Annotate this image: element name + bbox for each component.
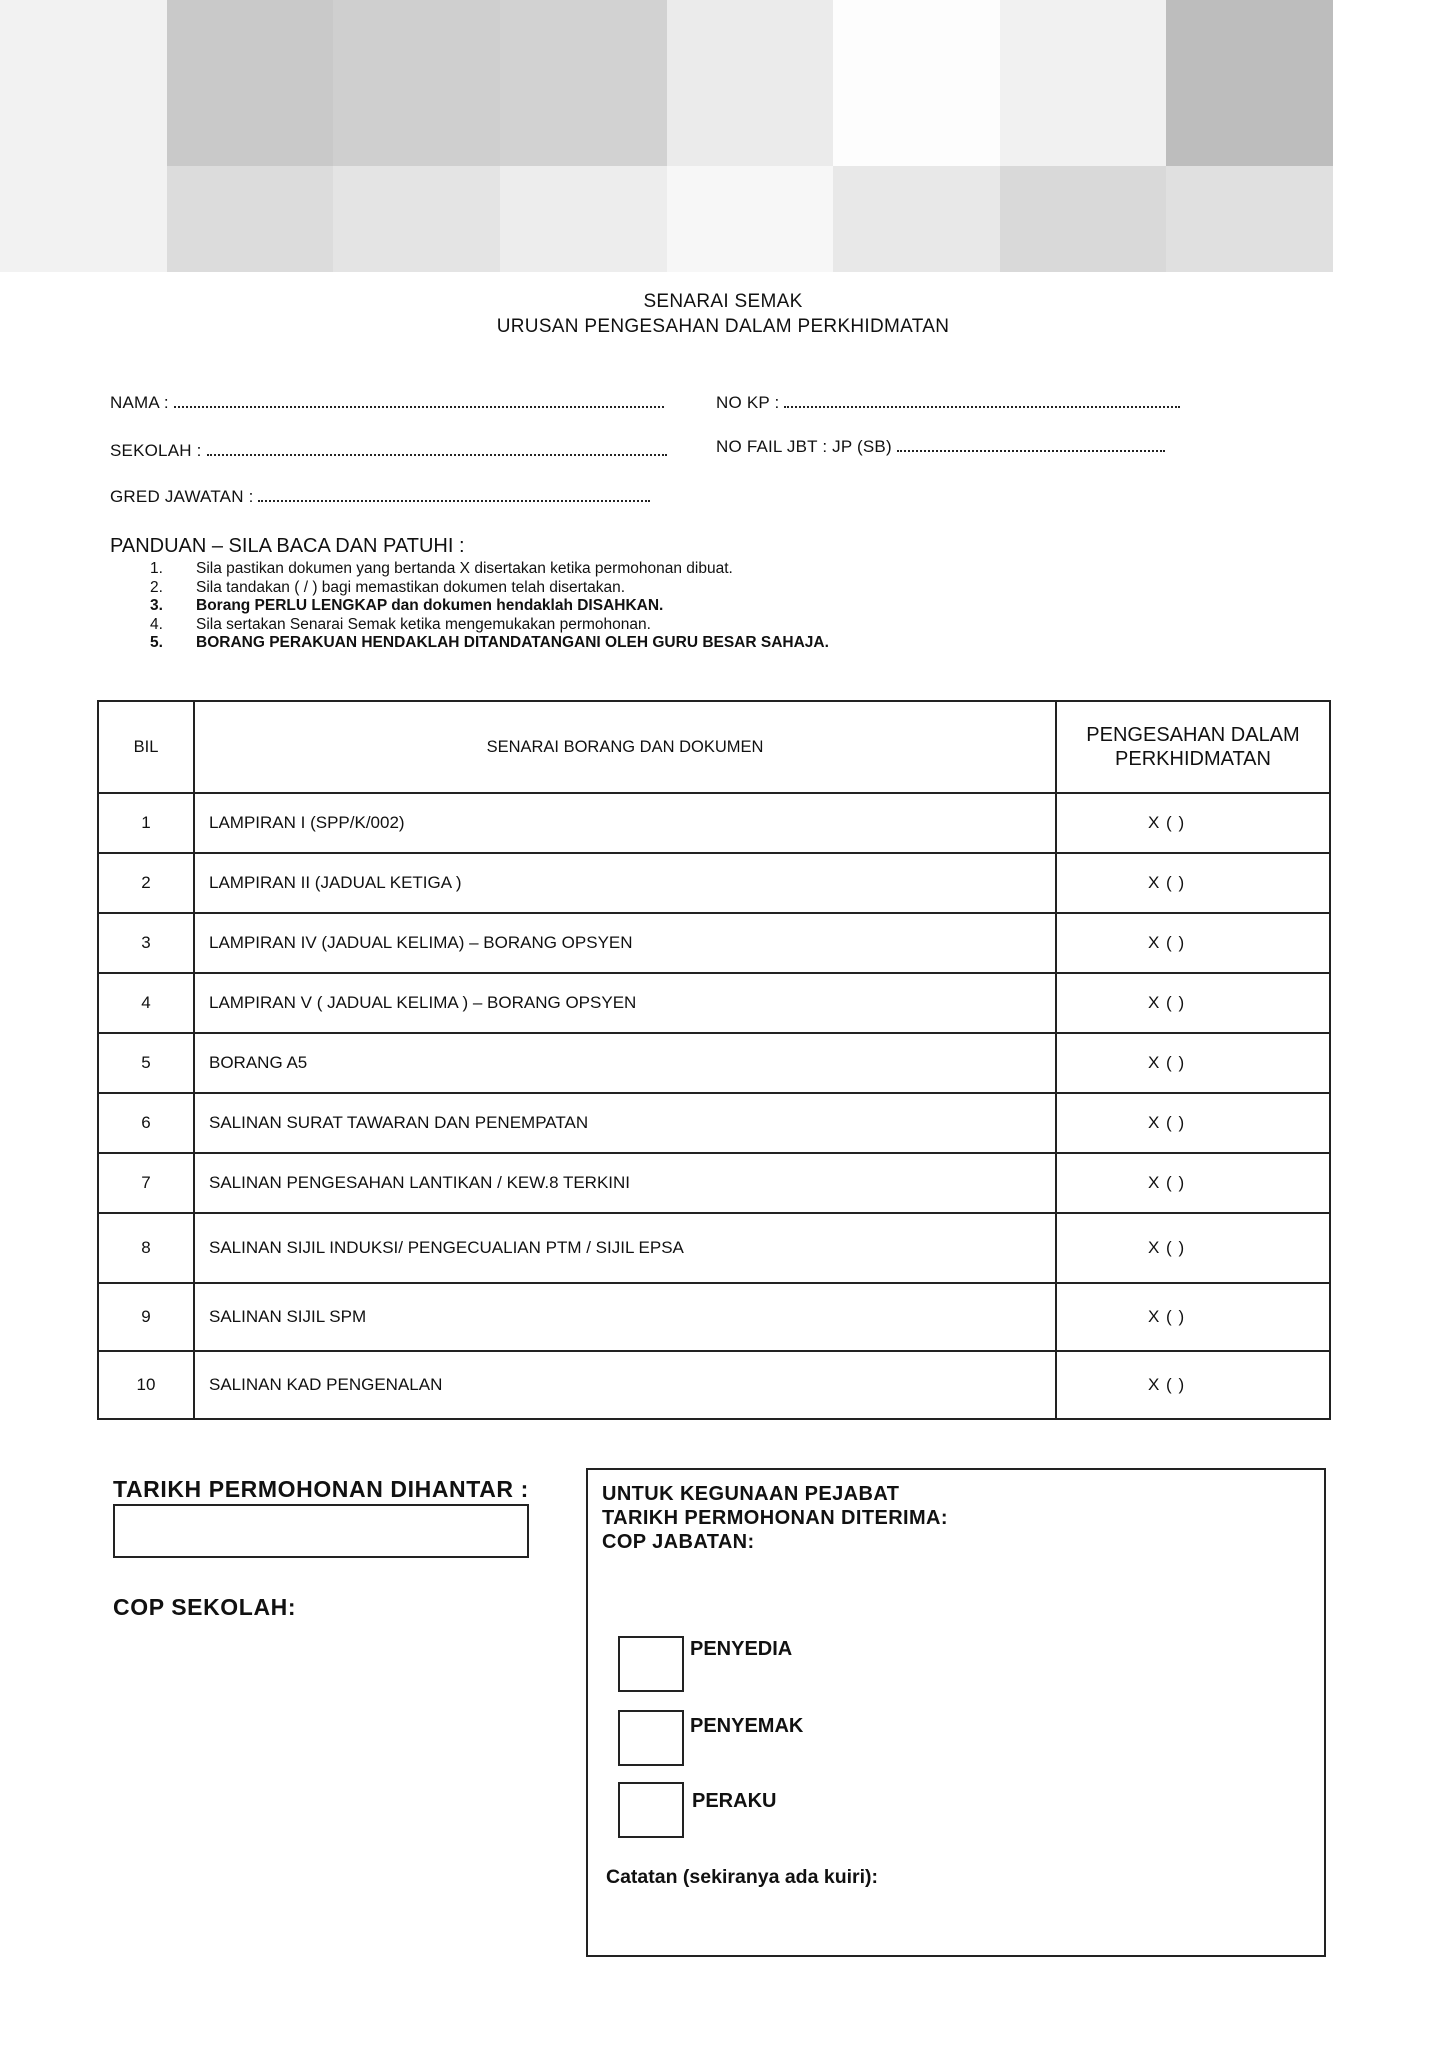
mosaic-cell xyxy=(167,166,334,272)
row-bil: 10 xyxy=(98,1351,194,1419)
panduan-item xyxy=(150,560,829,579)
check-placeholder[interactable]: X ( ) xyxy=(1148,1307,1186,1326)
table-row xyxy=(98,1283,1330,1351)
panduan-text: Sila pastikan dokumen yang bertanda X disertakan ketika permohonan dibuat. xyxy=(196,560,733,577)
row-document: SALINAN SURAT TAWARAN DAN PENEMPATAN xyxy=(194,1093,1056,1153)
row-document: SALINAN SIJIL SPM xyxy=(194,1283,1056,1351)
table-row xyxy=(98,1093,1330,1153)
penyedia-checkbox[interactable] xyxy=(618,1636,684,1692)
panduan-text: BORANG PERAKUAN HENDAKLAH DITANDATANGANI OLEH GURU BESAR SAHAJA. xyxy=(196,634,829,651)
row-checkmark[interactable] xyxy=(1056,1213,1330,1283)
row-bil: 9 xyxy=(98,1283,194,1351)
row-checkmark[interactable] xyxy=(1056,973,1330,1033)
row-checkmark[interactable] xyxy=(1056,793,1330,853)
panduan-num: 2. xyxy=(150,578,163,596)
cop-sekolah-label: COP SEKOLAH: xyxy=(113,1594,297,1620)
check-placeholder[interactable]: X ( ) xyxy=(1148,993,1186,1012)
nama-field[interactable] xyxy=(110,392,664,413)
panduan-item xyxy=(150,634,829,653)
panduan-text: Sila tandakan ( / ) bagi memastikan dokumen telah disertakan. xyxy=(196,578,626,596)
row-checkmark[interactable] xyxy=(1056,1033,1330,1093)
nama-label: NAMA : xyxy=(110,393,169,412)
row-checkmark[interactable] xyxy=(1056,1283,1330,1351)
header-pengesahan-line1: PENGESAHAN DALAM xyxy=(1086,724,1300,746)
mosaic-cell xyxy=(0,0,167,166)
page-title: SENARAI SEMAK xyxy=(643,291,803,312)
penyedia-label: PENYEDIA xyxy=(690,1638,793,1660)
mosaic-cell xyxy=(0,166,167,272)
sekolah-dotted-line xyxy=(207,440,667,456)
row-checkmark[interactable] xyxy=(1056,1153,1330,1213)
no-kp-label: NO KP : xyxy=(716,393,780,412)
mosaic-cell xyxy=(1166,166,1333,272)
no-fail-field[interactable] xyxy=(716,436,1165,457)
cop-jabatan-label: COP JABATAN: xyxy=(602,1531,755,1553)
table-row xyxy=(98,1213,1330,1283)
panduan-item xyxy=(150,579,829,598)
table-row xyxy=(98,1153,1330,1213)
mosaic-cell xyxy=(667,166,834,272)
row-document: LAMPIRAN I (SPP/K/002) xyxy=(194,793,1056,853)
panduan-num: 5. xyxy=(150,634,163,651)
row-bil: 8 xyxy=(98,1213,194,1283)
gred-field[interactable] xyxy=(110,486,650,507)
table-header-row xyxy=(98,701,1330,793)
table-row xyxy=(98,1033,1330,1093)
checklist-table xyxy=(97,700,1331,1420)
header-dokumen: SENARAI BORANG DAN DOKUMEN xyxy=(194,701,1056,793)
header-pengesahan xyxy=(1056,701,1330,793)
check-placeholder[interactable]: X ( ) xyxy=(1148,933,1186,952)
penyemak-label: PENYEMAK xyxy=(690,1715,804,1737)
panduan-item xyxy=(150,616,829,635)
row-document: LAMPIRAN II (JADUAL KETIGA ) xyxy=(194,853,1056,913)
nama-dotted-line xyxy=(174,392,664,408)
mosaic-cell xyxy=(500,0,667,166)
check-placeholder[interactable]: X ( ) xyxy=(1148,1173,1186,1192)
gred-dotted-line xyxy=(258,486,650,502)
panduan-num: 4. xyxy=(150,615,163,633)
row-document: LAMPIRAN IV (JADUAL KELIMA) – BORANG OPSYEN xyxy=(194,913,1056,973)
no-kp-field[interactable] xyxy=(716,392,1180,413)
gred-label: GRED JAWATAN : xyxy=(110,487,254,506)
mosaic-cell xyxy=(333,166,500,272)
row-bil: 5 xyxy=(98,1033,194,1093)
row-document: SALINAN PENGESAHAN LANTIKAN / KEW.8 TERKINI xyxy=(194,1153,1056,1213)
table-row xyxy=(98,793,1330,853)
office-use-title: UNTUK KEGUNAAN PEJABAT xyxy=(602,1483,900,1505)
table-row xyxy=(98,913,1330,973)
panduan-item xyxy=(150,597,829,616)
row-bil: 6 xyxy=(98,1093,194,1153)
mosaic-cell xyxy=(833,0,1000,166)
check-placeholder[interactable]: X ( ) xyxy=(1148,1238,1186,1257)
mosaic-cell xyxy=(500,166,667,272)
penyemak-checkbox[interactable] xyxy=(618,1710,684,1766)
check-placeholder[interactable]: X ( ) xyxy=(1148,1053,1186,1072)
row-checkmark[interactable] xyxy=(1056,1093,1330,1153)
table-row xyxy=(98,853,1330,913)
peraku-label: PERAKU xyxy=(692,1790,777,1812)
table-row xyxy=(98,973,1330,1033)
row-document: LAMPIRAN V ( JADUAL KELIMA ) – BORANG OPSYEN xyxy=(194,973,1056,1033)
check-placeholder[interactable]: X ( ) xyxy=(1148,813,1186,832)
no-fail-dotted-line xyxy=(897,436,1165,452)
table-row xyxy=(98,1351,1330,1419)
panduan-num: 3. xyxy=(150,597,163,614)
sekolah-field[interactable] xyxy=(110,440,667,461)
tarikh-dihantar-box[interactable] xyxy=(113,1504,529,1558)
page-subtitle: URUSAN PENGESAHAN DALAM PERKHIDMATAN xyxy=(496,316,950,337)
row-checkmark[interactable] xyxy=(1056,913,1330,973)
row-bil: 2 xyxy=(98,853,194,913)
panduan-text: Sila sertakan Senarai Semak ketika mengemukakan permohonan. xyxy=(196,615,651,633)
row-document: BORANG A5 xyxy=(194,1033,1056,1093)
tarikh-diterima-label: TARIKH PERMOHONAN DITERIMA: xyxy=(602,1507,948,1529)
row-bil: 7 xyxy=(98,1153,194,1213)
mosaic-cell xyxy=(333,0,500,166)
peraku-checkbox[interactable] xyxy=(618,1782,684,1838)
panduan-num: 1. xyxy=(150,560,163,577)
row-bil: 3 xyxy=(98,913,194,973)
row-bil: 4 xyxy=(98,973,194,1033)
sekolah-label: SEKOLAH : xyxy=(110,441,202,460)
row-checkmark[interactable] xyxy=(1056,1351,1330,1419)
header-bil: BIL xyxy=(98,701,194,793)
office-use-header xyxy=(602,1482,948,1554)
mosaic-cell xyxy=(1000,166,1167,272)
mosaic-cell xyxy=(1166,0,1333,166)
check-placeholder[interactable]: X ( ) xyxy=(1148,1375,1186,1394)
header-pengesahan-line2: PERKHIDMATAN xyxy=(1115,748,1271,770)
panduan-list xyxy=(150,560,829,653)
no-kp-dotted-line xyxy=(784,392,1180,408)
mosaic-cell xyxy=(833,166,1000,272)
mosaic-cell xyxy=(167,0,334,166)
panduan-text: Borang PERLU LENGKAP dan dokumen hendaklah DISAHKAN. xyxy=(196,597,664,614)
row-checkmark[interactable] xyxy=(1056,853,1330,913)
mosaic-cell xyxy=(1000,0,1167,166)
tarikh-dihantar-label: TARIKH PERMOHONAN DIHANTAR : xyxy=(113,1476,529,1502)
row-document: SALINAN SIJIL INDUKSI/ PENGECUALIAN PTM / SIJIL EPSA xyxy=(194,1213,1056,1283)
mosaic-cell xyxy=(667,0,834,166)
check-placeholder[interactable]: X ( ) xyxy=(1148,1113,1186,1132)
row-document: SALINAN KAD PENGENALAN xyxy=(194,1351,1056,1419)
row-bil: 1 xyxy=(98,793,194,853)
check-placeholder[interactable]: X ( ) xyxy=(1148,873,1186,892)
redacted-header-mosaic xyxy=(0,0,1333,272)
catatan-label: Catatan (sekiranya ada kuiri): xyxy=(606,1866,879,1888)
no-fail-label: NO FAIL JBT : JP (SB) xyxy=(716,437,892,456)
panduan-heading: PANDUAN – SILA BACA DAN PATUHI : xyxy=(110,535,465,557)
